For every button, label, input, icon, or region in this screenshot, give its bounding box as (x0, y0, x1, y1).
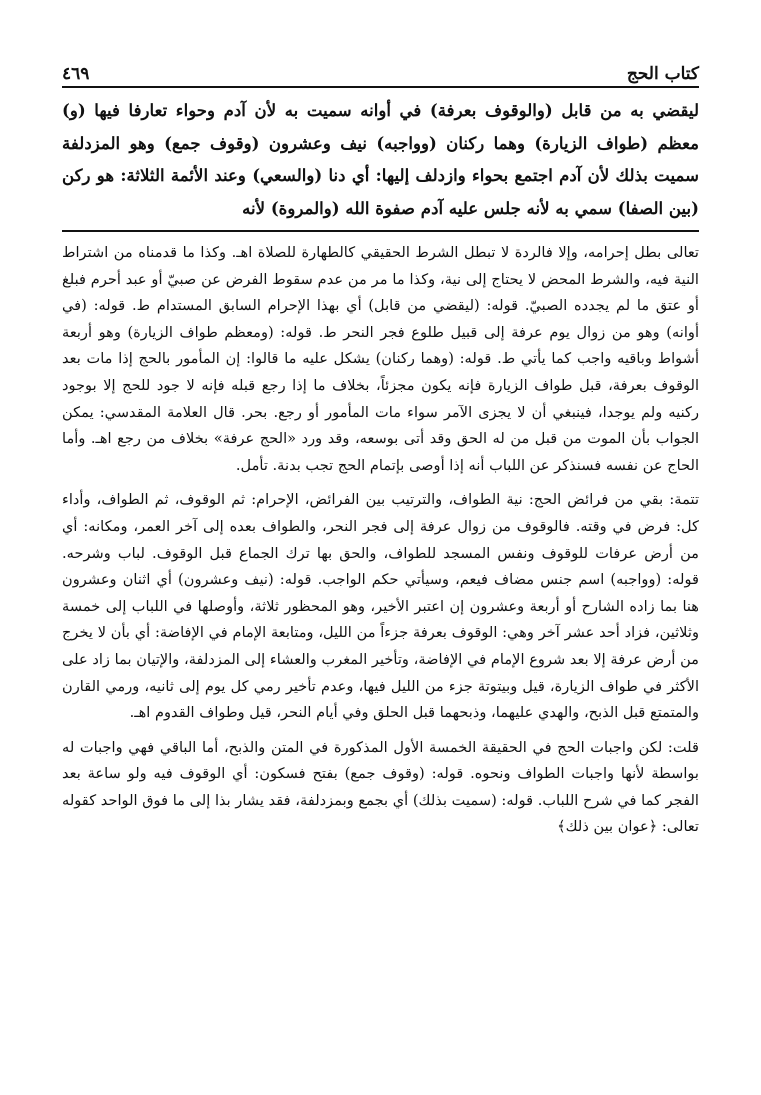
main-text: ليقضي به من قابل (والوقوف بعرفة) في أوانه سميت به لأن آدم وحواء تعارفا فيها (و) معظم (طواف الزيارة) وهما ركنان (وواجبه) نيف وعشرون (وقوف جمع) وهو المزدلفة سميت بذلك لأن آدم اجتمع بحواء وازدلف إليها: أي دنا (والسعي) وعند الأئمة الثلاثة: هو ركن (بين الصفا) سمي به لأنه جلس عليه آدم صفوة الله (والمروة) لأنه (62, 100, 699, 218)
commentary-paragraph-3: قلت: لكن واجبات الحج في الحقيقة الخمسة الأول المذكورة في المتن والذبح، أما الباقي فهي واجبات له بواسطة لأنها واجبات الطواف ونحوه. قوله: (وقوف جمع) بفتح فسكون: أي الوقوف فيه ولو ساعة بعد الفجر كما في شرح اللباب. قوله: (سميت بذلك) أي بجمع وبمزدلفة، فقد يشار بذا إلى ما فوق الواحد كقوله تعالى: ﴿عوان بين ذلك﴾ (62, 738, 699, 836)
commentary-paragraph-2: تتمة: بقي من فرائض الحج: نية الطواف، والترتيب بين الفرائض، الإحرام: ثم الوقوف، ثم الطواف، وأداء كل: فرض في وقته. فالوقوف من زوال عرفة إلى فجر النحر، والطواف بعده إلى آخر العمر، ومكانه: أي من أرض عرفات للوقوف ونفس المسجد للطواف، والحق بها ترك الجماع قبل الوقوف. لباب وشرحه. قوله: (وواجبه) اسم جنس مضاف فيعم، وسيأتي حكم الواجب. قوله: (نيف وعشرون) أي اثنان وعشرون هنا بما زاده الشارح أو أربعة وعشرون إن اعتبر الأخير، وهو المحظور ثلاثة، وأوصلها في اللباب إلى خمسة وثلاثين، فزاد أحد عشر آخر وهي: الوقوف بعرفة جزءاً من الليل، ومتابعة الإمام في الإفاضة: أي بأن لا يخرج من أرض عرفة إلا بعد شروع الإمام في الإفاضة، وتأخير المغرب والعشاء إلى المزدلفة، والإتيان بما زاد على الأكثر في طواف الزيارة، قيل وبيتوتة جزء من الليل فيها، وعدم تأخير رمي كل يوم إلى ثانيه، ورمي القارن والمتمتع قبل الذبح، والهدي عليهما، وذبحهما قبل الحلق وفي أيام النحر، قيل وطواف القدوم اهـ. (62, 491, 699, 722)
separator-rule (62, 230, 699, 232)
book-title: كتاب الحج (626, 64, 699, 84)
commentary-paragraph-1: تعالى بطل إحرامه، وإلا فالردة لا تبطل الشرط الحقيقي كالطهارة للصلاة اهـ. وكذا ما قدمناه من اشتراط النية فيه، والشرط المحض لا يحتاج إلى نية، وكذا ما مر من عدم سقوط الفرض عن صبيّ أو عبد أحرم فبلغ أو عتق ما لم يجدده الصبيّ. قوله: (ليقضي من قابل) أي بهذا الإحرام السابق المستدام ط. قوله: (في أوانه) وهو من زوال يوم عرفة إلى قبيل طلوع فجر النحر ط. قوله: (ومعظم طواف الزيارة) وهو أربعة أشواط وباقيه واجب كما يأتي ط. قوله: (وهما ركنان) يشكل عليه ما قالوا: إن المأمور بالحج إذا مات بعد الوقوف بعرفة، قبل طواف الزيارة فإنه يكون مجزئاً، بخلاف ما إذا رجع قبله فإنه لا جود للحج إلا بوجود ركنيه ولم يوجدا، فينبغي أن لا يجزى الآمر سواء مات المأمور أو رجع. بحر. قال العلامة المقدسي: يمكن الجواب بأن الموت من قبل من له الحق وقد أتى بوسعه، وقد ورد «الحج عرفة» بخلاف من رجع اهـ. وأما الحاج عن نفسه فسنذكر عن اللباب أنه إذا أوصى بإتمام الحج تجب بدنة. تأمل. (62, 244, 699, 474)
page-number: ٤٦٩ (62, 64, 90, 84)
commentary (62, 240, 699, 849)
page-header (62, 58, 699, 84)
header-rule (62, 86, 699, 88)
